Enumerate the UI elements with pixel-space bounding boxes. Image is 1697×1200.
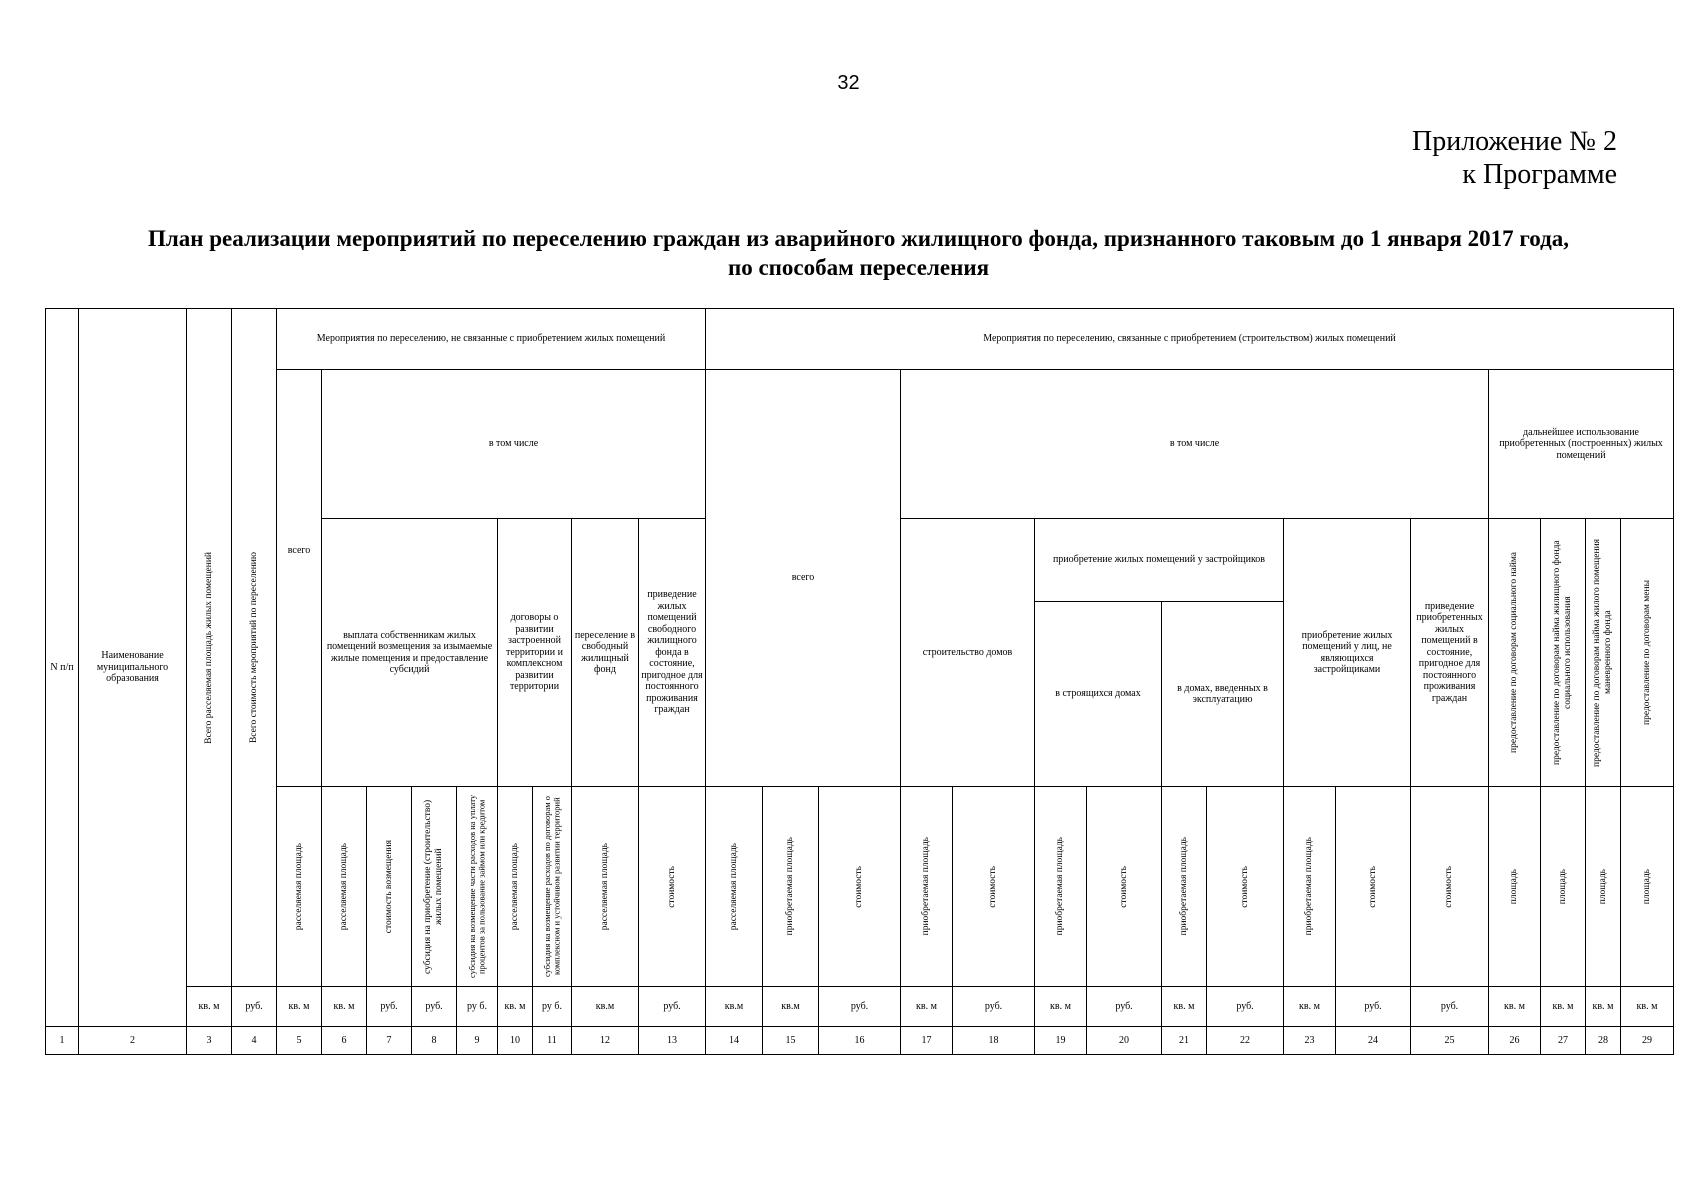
table-subheader-cell [366,786,412,987]
appendix-line-2: к Программе [1462,159,1617,190]
unit-cell: кв. м [1034,986,1087,1027]
table-subheader-cell [1161,786,1207,987]
document-title-line-1: План реализации мероприятий по переселению граждан из аварийного жилищного фонда, признанного таковым до 1 января 2017 года, [147,226,1570,251]
page-number: 32 [837,72,860,94]
table-header-cell [497,518,572,787]
column-number-cell: 6 [321,1026,367,1055]
header-label: субсидия на возмещение части расходов на уплату процентов за пользование займом или кредитом [466,794,486,979]
header-label: всего [287,545,311,556]
header-label: стоимость возмещения [383,839,394,934]
header-label: площадь [1509,868,1519,905]
header-label: расселяемая площадь [338,842,349,931]
unit-cell: кв. м [186,986,232,1027]
header-label: предоставление по договорам найма жилищного фонда социального использования [1552,540,1573,765]
table-subheader-cell [1620,786,1674,987]
table-header-cell [1410,518,1489,787]
column-number-cell: 21 [1161,1026,1207,1055]
unit-cell: ру б. [532,986,572,1027]
header-label: в домах, введенных в эксплуатацию [1177,682,1268,705]
table-header-cell [1283,518,1411,787]
header-label: предоставление по договорам найма жилого помещения маневренного фонда [1592,538,1613,767]
unit-cell: руб. [952,986,1035,1027]
table-header-cell [321,518,498,787]
header-label: расселяемая площадь [599,842,610,931]
column-number-cell: 16 [818,1026,901,1055]
column-number-cell: 14 [705,1026,763,1055]
header-label: переселение в свободный жилищный фонд [574,629,636,675]
column-number-cell: 8 [411,1026,457,1055]
header-label: всего [791,572,815,584]
appendix-line-1: Приложение № 2 [1412,126,1617,157]
unit-cell: кв. м [1161,986,1207,1027]
header-label: расселяемая площадь [293,842,304,931]
table-subheader-cell [1283,786,1336,987]
column-number-cell: 24 [1335,1026,1411,1055]
table-subheader-cell [1086,786,1162,987]
column-number-cell: 19 [1034,1026,1087,1055]
column-number-cell: 1 [45,1026,79,1055]
header-label: стоимость [1239,865,1250,908]
header-label: в том числе [1169,438,1220,450]
header-label: в том числе [488,438,539,450]
column-number-cell: 4 [231,1026,277,1055]
column-number-cell: 2 [78,1026,187,1055]
unit-cell: кв.м [705,986,763,1027]
header-label: приобретаемая площадь [921,837,931,936]
column-number-cell: 15 [762,1026,819,1055]
column-number-cell: 9 [456,1026,498,1055]
unit-cell: руб. [818,986,901,1027]
document-title-line-2: по способам переселения [727,255,990,280]
table-subheader-cell [1585,786,1621,987]
header-label: приобретение жилых помещений у застройщиков [1052,554,1266,566]
table-header-cell [705,308,1674,370]
table-header-cell [705,369,901,787]
header-label: площадь [1597,868,1608,905]
column-number-cell: 18 [952,1026,1035,1055]
table-header-cell [1034,601,1162,787]
column-number-cell: 11 [532,1026,572,1055]
table-subheader-cell [276,786,322,987]
table-subheader-cell [1410,786,1489,987]
header-label: предоставление по договорам мены [1641,580,1652,725]
unit-cell: кв. м [1540,986,1586,1027]
header-label: договоры о развитии застроенной территории и комплексном развитии территории [506,612,563,693]
unit-cell: руб. [638,986,706,1027]
unit-cell: кв. м [900,986,953,1027]
header-label: приобретаемая площадь [1304,837,1314,936]
header-label: N п/п [50,661,74,673]
header-label: приобретение жилых помещений у лиц, не являющихся застройщиками [1301,629,1393,675]
table-header-cell [276,308,706,370]
header-label: приобретаемая площадь [1178,837,1189,936]
table-subheader-cell [321,786,367,987]
header-label: стоимость [666,865,677,908]
table-subheader-cell [571,786,639,987]
column-number-cell: 7 [366,1026,412,1055]
unit-cell: руб. [231,986,277,1027]
column-number-cell: 12 [571,1026,639,1055]
table-subheader-cell [900,786,953,987]
header-label: в строящихся домах [1055,688,1141,700]
column-number-cell: 23 [1283,1026,1336,1055]
header-label: предоставление по договорам социального найма [1509,552,1519,753]
unit-cell: кв. м [1488,986,1541,1027]
table-subheader-cell [1540,518,1586,787]
unit-cell: руб. [1335,986,1411,1027]
header-label: расселяемая площадь [728,842,739,931]
table-header-cell [900,369,1489,519]
header-label: стоимость [1444,865,1454,908]
table-header-cell [45,308,79,1027]
column-number-cell: 25 [1410,1026,1489,1055]
table-header-cell [1034,518,1284,602]
unit-cell: руб. [1410,986,1489,1027]
unit-cell: кв. м [1283,986,1336,1027]
header-label: стоимость [988,865,998,908]
header-label: субсидия на возмещение расходов по договорам о комплексном и устойчивом развитии территорий [541,795,561,978]
header-label: приобретаемая площадь [1055,837,1065,936]
header-label: стоимость [854,865,864,908]
header-label: Мероприятия по переселению, связанные с приобретением (строительством) жилых помещений [983,333,1396,345]
column-number-cell: 10 [497,1026,533,1055]
unit-cell: руб. [1206,986,1284,1027]
column-number-cell: 28 [1585,1026,1621,1055]
table-subheader-cell [1488,518,1541,787]
table-header-cell [571,518,639,787]
column-number-cell: 22 [1206,1026,1284,1055]
table-header-cell [638,518,706,787]
table-subheader-cell [456,786,498,987]
appendix-header [1412,125,1617,191]
column-number-cell: 20 [1086,1026,1162,1055]
column-number-cell: 3 [186,1026,232,1055]
unit-cell: кв. м [1585,986,1621,1027]
document-title [60,224,1657,282]
unit-cell: ру б. [456,986,498,1027]
table-header-cell [78,308,187,1027]
header-label: Мероприятия по переселению, не связанные с приобретением жилых помещений [316,333,666,345]
header-label: субсидия на приобретение (строительство) жилых помещений [423,799,444,974]
table-subheader-cell [1206,786,1284,987]
table-subheader-cell [186,308,232,987]
table-subheader-cell [952,786,1035,987]
column-number-cell: 26 [1488,1026,1541,1055]
table-subheader-cell [705,786,763,987]
unit-cell: руб. [1086,986,1162,1027]
header-label: стоимость [1367,865,1378,908]
column-number-cell: 13 [638,1026,706,1055]
table-subheader-cell [762,786,819,987]
unit-cell: руб. [366,986,412,1027]
header-label: строительство домов [922,646,1013,658]
table-subheader-cell [1620,518,1674,787]
header-label: приведение жилых помещений свободного жилищного фонда в состояние, пригодное для постоянного проживания граждан [641,589,703,716]
header-label: стоимость [1118,865,1129,908]
table-subheader-cell [1488,786,1541,987]
unit-cell: кв. м [321,986,367,1027]
header-label: Наименование муниципального образования [96,650,169,685]
column-number-cell: 17 [900,1026,953,1055]
table-header-cell [1488,369,1674,519]
table-subheader-cell [1335,786,1411,987]
header-label: выплата собственникам жилых помещений возмещения за изымаемые жилые помещения и предоставление субсидий [326,629,493,675]
header-label: Всего расселяемая площадь жилых помещений [203,551,214,744]
header-label: дальнейшее использование приобретенных (построенных) жилых помещений [1499,426,1663,461]
header-label: расселяемая площадь [509,842,520,931]
table-subheader-cell [1540,786,1586,987]
unit-cell: кв. м [1620,986,1674,1027]
table-subheader-cell [818,786,901,987]
unit-cell: кв. м [497,986,533,1027]
table-subheader-cell [1585,518,1621,787]
header-label: приведение приобретенных жилых помещений в состояние, пригодное для постоянного проживания граждан [1416,600,1483,704]
header-label: Всего стоимость мероприятий по переселению [248,551,259,744]
header-label: площадь [1557,868,1568,905]
table-subheader-cell [532,786,572,987]
table-subheader-cell [497,786,533,987]
table-header-cell [276,369,322,787]
header-label: приобретаемая площадь [785,837,795,936]
table-subheader-cell [231,308,277,987]
table-header-cell [321,369,706,519]
table-subheader-cell [411,786,457,987]
unit-cell: руб. [411,986,457,1027]
table-header-cell [1161,601,1284,787]
column-number-cell: 27 [1540,1026,1586,1055]
column-number-cell: 5 [276,1026,322,1055]
table-header-cell [900,518,1035,787]
unit-cell: кв.м [762,986,819,1027]
table-subheader-cell [1034,786,1087,987]
unit-cell: кв. м [276,986,322,1027]
resettlement-plan-table [45,308,1673,1055]
column-number-cell: 29 [1620,1026,1674,1055]
unit-cell: кв.м [571,986,639,1027]
header-label: площадь [1641,868,1652,905]
table-subheader-cell [638,786,706,987]
